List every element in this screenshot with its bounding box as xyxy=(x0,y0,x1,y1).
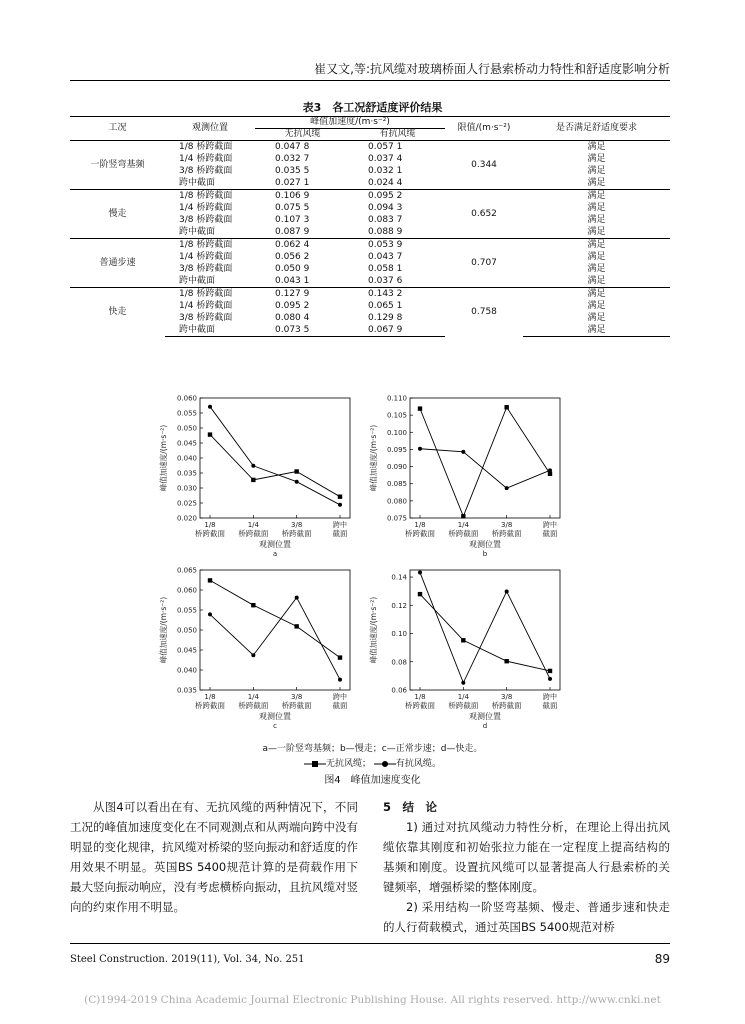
figure-caption: 图4 峰值加速度变化 xyxy=(324,775,421,786)
header-with: 有抗风缆 xyxy=(350,129,445,141)
cell-with: 0.037 6 xyxy=(368,276,403,286)
cell-meets: 满足 xyxy=(587,154,606,164)
y-tick-label: 0.030 xyxy=(176,484,197,493)
x-tick-label: 桥跨截面 xyxy=(491,701,522,710)
panel-label: b xyxy=(482,550,488,558)
figure-panel-note: a—一阶竖弯基频；b—慢走；c—正常步速；d—快走。 xyxy=(262,744,483,754)
cell-location: 1/4 桥跨截面 xyxy=(179,301,233,311)
y-tick-label: 0.050 xyxy=(176,626,197,635)
chart-panel-c xyxy=(150,560,370,738)
cell-without: 0.043 1 xyxy=(275,276,310,286)
cell-meets: 满足 xyxy=(587,203,606,213)
y-tick-label: 0.06 xyxy=(391,686,407,695)
y-axis-label: 峰值加速度/(m·s⁻²) xyxy=(159,596,168,664)
panel-label: c xyxy=(273,722,277,730)
data-point-square xyxy=(338,495,342,499)
y-tick-label: 0.12 xyxy=(391,601,407,610)
cell-location: 1/4 桥跨截面 xyxy=(179,252,233,262)
y-tick-label: 0.060 xyxy=(176,394,197,403)
header-peak-group: 峰值加速度/(m·s⁻²) xyxy=(255,117,445,129)
header-without: 无抗风缆 xyxy=(255,129,350,141)
header-rule xyxy=(70,80,670,81)
y-tick-label: 0.080 xyxy=(386,497,407,506)
cell-location: 跨中截面 xyxy=(179,227,216,237)
x-tick-label: 3/8 xyxy=(291,693,303,701)
header-condition: 工况 xyxy=(108,123,127,133)
chart-panel-a xyxy=(150,388,370,566)
y-tick-label: 0.035 xyxy=(176,686,197,695)
cell-condition: 一阶竖弯基频 xyxy=(70,141,165,190)
figure-legend: 无抗风缆； 有抗风缆。 xyxy=(0,756,745,769)
data-point-square xyxy=(294,624,298,628)
data-point-square xyxy=(504,659,508,663)
cell-meets: 满足 xyxy=(587,215,606,225)
cell-with: 0.088 9 xyxy=(368,227,403,237)
legend-without: 无抗风缆 xyxy=(326,759,363,769)
x-tick-label: 截面 xyxy=(542,701,558,710)
plot-frame xyxy=(200,398,350,518)
conclusion-item-1: 1) 通过对抗风缆动力特性分析，在理论上得出抗风缆依靠其刚度和初始张拉力能在一定程度上提高结构的基频和刚度。设置抗风缆可以显著提高人行悬索桥的关键频率，增强桥梁的整体刚度。 xyxy=(383,820,670,894)
x-tick-label: 1/4 xyxy=(457,693,469,701)
plot-frame xyxy=(410,398,560,518)
data-point-square xyxy=(548,669,552,673)
header-limit: 限值/(m·s⁻²) xyxy=(457,123,511,133)
plot-frame xyxy=(410,570,560,690)
x-tick-label: 桥跨截面 xyxy=(195,701,225,710)
table-body xyxy=(70,141,670,337)
cell-location: 3/8 桥跨截面 xyxy=(179,313,233,323)
running-header: 崔又文,等:抗风缆对玻璃桥面人行悬索桥动力特性和舒适度影响分析 xyxy=(314,62,670,76)
left-paragraph: 从图4可以看出在有、无抗风缆的两种情况下，不同工况的峰值加速度变化在不同观测点和从两端向跨中没有明显的变化规律，抗风缆对桥梁的竖向振动和舒适度的作用效果不明显。英国BS 5400规范计算的是荷载作用下最大竖向振动响应，没有考虑横桥向振动，且抗风缆对竖向的约束作用不明显。 xyxy=(70,800,358,914)
cell-limit: 0.652 xyxy=(445,190,523,239)
x-tick-label: 截面 xyxy=(542,529,558,538)
series-line-with xyxy=(420,449,550,488)
data-point-square xyxy=(418,592,422,596)
cell-without: 0.056 2 xyxy=(275,252,310,262)
conclusion-item-2: 2) 采用结构一阶竖弯基频、慢走、普通步速和快走的人行荷载模式，通过英国BS 5400规范对桥 xyxy=(383,900,670,934)
x-tick-label: 桥跨截面 xyxy=(281,701,312,710)
x-tick-label: 桥跨截面 xyxy=(195,529,225,538)
cell-meets: 满足 xyxy=(523,190,670,203)
y-tick-label: 0.025 xyxy=(176,499,197,508)
x-tick-label: 桥跨截面 xyxy=(448,701,479,710)
x-tick-label: 1/8 xyxy=(204,521,216,529)
cell-meets: 满足 xyxy=(587,301,606,311)
y-tick-label: 0.10 xyxy=(391,630,407,639)
x-tick-label: 桥跨截面 xyxy=(448,529,479,538)
x-tick-label: 1/8 xyxy=(414,521,426,529)
x-axis-label: 观测位置 xyxy=(259,712,291,721)
y-tick-label: 0.035 xyxy=(176,469,197,478)
table-row xyxy=(70,190,670,203)
cell-limit: 0.707 xyxy=(445,239,523,288)
cell-location: 1/8 桥跨截面 xyxy=(165,239,255,252)
data-point-square xyxy=(251,603,255,607)
cell-without: 0.107 3 xyxy=(275,215,310,225)
x-tick-label: 桥跨截面 xyxy=(281,529,312,538)
section-title: 5 结 论 xyxy=(383,800,438,814)
x-tick-label: 桥跨截面 xyxy=(405,701,435,710)
cell-with: 0.024 4 xyxy=(368,178,403,188)
chart-panel-d xyxy=(360,560,580,738)
y-tick-label: 0.045 xyxy=(176,439,197,448)
cell-without: 0.062 4 xyxy=(255,239,350,252)
y-tick-label: 0.085 xyxy=(386,480,407,489)
cell-location: 跨中截面 xyxy=(179,276,216,286)
copyright-watermark: (C)1994-2019 China Academic Journal Electronic Publishing House. All rights reserved. http://www.cnki.net xyxy=(84,994,661,1006)
legend-with: 有抗风缆 xyxy=(395,759,432,769)
data-point-square xyxy=(208,432,212,436)
cell-without: 0.073 5 xyxy=(255,324,350,337)
y-tick-label: 0.090 xyxy=(386,463,407,472)
cell-meets: 满足 xyxy=(587,227,606,237)
y-tick-label: 0.075 xyxy=(386,514,407,523)
data-point-square xyxy=(461,638,465,642)
cell-location: 跨中截面 xyxy=(165,324,255,337)
y-tick-label: 0.055 xyxy=(176,606,197,615)
x-tick-label: 桥跨截面 xyxy=(238,529,269,538)
panel-label: d xyxy=(482,722,488,730)
x-tick-label: 1/8 xyxy=(414,693,426,701)
table-row xyxy=(70,288,670,301)
cell-without: 0.095 2 xyxy=(275,301,310,311)
cell-without: 0.087 9 xyxy=(275,227,310,237)
data-point-dot xyxy=(338,678,342,682)
x-axis-label: 观测位置 xyxy=(469,712,501,721)
page-number: 89 xyxy=(654,952,670,966)
y-axis-label: 峰值加速度/(m·s⁻²) xyxy=(159,424,168,492)
y-tick-label: 0.020 xyxy=(176,514,197,523)
y-tick-label: 0.040 xyxy=(176,666,197,675)
cell-meets: 满足 xyxy=(587,313,606,323)
y-tick-label: 0.040 xyxy=(176,454,197,463)
cell-with: 0.065 1 xyxy=(368,301,403,311)
panel-label: a xyxy=(272,550,278,558)
data-point-square xyxy=(461,514,465,518)
cell-with: 0.043 7 xyxy=(368,252,403,262)
cell-with: 0.094 3 xyxy=(368,203,403,213)
cell-without: 0.047 8 xyxy=(255,141,350,154)
y-axis-label: 峰值加速度/(m·s⁻²) xyxy=(369,596,378,664)
y-tick-label: 0.045 xyxy=(176,646,197,655)
y-tick-label: 0.050 xyxy=(176,424,197,433)
y-axis-label: 峰值加速度/(m·s⁻²) xyxy=(369,424,378,492)
data-point-dot xyxy=(418,447,422,451)
comfort-table xyxy=(70,116,670,337)
x-tick-label: 3/8 xyxy=(501,521,513,529)
cell-location: 3/8 桥跨截面 xyxy=(179,215,233,225)
cell-without: 0.032 7 xyxy=(275,154,310,164)
data-point-dot xyxy=(251,464,255,468)
cell-with: 0.143 2 xyxy=(350,288,445,301)
y-tick-label: 0.065 xyxy=(176,566,197,575)
x-tick-label: 桥跨截面 xyxy=(491,529,522,538)
data-point-dot xyxy=(418,571,422,575)
cell-location: 3/8 桥跨截面 xyxy=(179,166,233,176)
series-line-without xyxy=(420,594,550,671)
cell-limit: 0.344 xyxy=(445,141,523,190)
footer-journal: Steel Construction. 2019(11), Vol. 34, No. 251 xyxy=(70,954,305,965)
x-axis-label: 观测位置 xyxy=(259,540,291,549)
data-point-square xyxy=(208,578,212,582)
cell-meets: 满足 xyxy=(587,178,606,188)
cell-with: 0.095 2 xyxy=(350,190,445,203)
series-line-without xyxy=(210,435,340,497)
cell-without: 0.035 5 xyxy=(275,166,310,176)
cell-with: 0.083 7 xyxy=(368,215,403,225)
chart-panel-b xyxy=(360,388,580,566)
x-tick-label: 1/8 xyxy=(204,693,216,701)
x-tick-label: 3/8 xyxy=(291,521,303,529)
cell-without: 0.127 9 xyxy=(255,288,350,301)
x-tick-label: 跨中 xyxy=(333,521,347,529)
cell-condition: 快走 xyxy=(70,288,165,337)
cell-location: 1/8 桥跨截面 xyxy=(165,141,255,154)
y-tick-label: 0.14 xyxy=(391,573,407,582)
data-point-dot xyxy=(548,468,552,472)
data-point-dot xyxy=(461,681,465,685)
cell-with: 0.058 1 xyxy=(368,264,403,274)
x-tick-label: 1/4 xyxy=(457,521,469,529)
y-tick-label: 0.110 xyxy=(386,394,407,403)
cell-location: 1/4 桥跨截面 xyxy=(179,203,233,213)
y-tick-label: 0.105 xyxy=(386,411,407,420)
x-tick-label: 跨中 xyxy=(333,693,347,701)
cell-without: 0.050 9 xyxy=(275,264,310,274)
cell-limit: 0.758 xyxy=(445,288,523,337)
cell-location: 1/4 桥跨截面 xyxy=(179,154,233,164)
data-point-dot xyxy=(505,486,509,490)
data-point-dot xyxy=(295,596,299,600)
cell-with: 0.057 1 xyxy=(350,141,445,154)
data-point-square xyxy=(504,405,508,409)
y-tick-label: 0.100 xyxy=(386,428,407,437)
cell-meets: 满足 xyxy=(587,252,606,262)
data-point-dot xyxy=(208,405,212,409)
header-location: 观测位置 xyxy=(191,123,228,133)
y-tick-label: 0.055 xyxy=(176,409,197,418)
cell-with: 0.129 8 xyxy=(368,313,403,323)
y-tick-label: 0.060 xyxy=(176,586,197,595)
series-line-without xyxy=(210,580,340,657)
cell-condition: 普通步速 xyxy=(70,239,165,288)
data-point-square xyxy=(338,655,342,659)
cell-with: 0.037 4 xyxy=(368,154,403,164)
header-meets: 是否满足舒适度要求 xyxy=(556,123,638,133)
data-point-dot xyxy=(338,503,342,507)
series-line-with xyxy=(210,598,340,680)
x-tick-label: 截面 xyxy=(332,701,348,710)
x-axis-label: 观测位置 xyxy=(469,540,501,549)
footer-rule xyxy=(70,943,670,944)
cell-meets: 满足 xyxy=(523,288,670,301)
data-point-square xyxy=(294,469,298,473)
cell-location: 3/8 桥跨截面 xyxy=(179,264,233,274)
cell-without: 0.075 5 xyxy=(275,203,310,213)
table-row xyxy=(70,141,670,154)
cell-without: 0.106 9 xyxy=(255,190,350,203)
data-point-dot xyxy=(461,450,465,454)
cell-meets: 满足 xyxy=(523,324,670,337)
cell-with: 0.032 1 xyxy=(368,166,403,176)
y-tick-label: 0.08 xyxy=(391,658,407,667)
data-point-square xyxy=(418,406,422,410)
y-tick-label: 0.095 xyxy=(386,445,407,454)
data-point-dot xyxy=(505,589,509,593)
cell-meets: 满足 xyxy=(587,276,606,286)
cell-meets: 满足 xyxy=(587,264,606,274)
x-tick-label: 跨中 xyxy=(543,521,557,529)
cell-without: 0.080 4 xyxy=(275,313,310,323)
cell-condition: 慢走 xyxy=(70,190,165,239)
data-point-dot xyxy=(251,653,255,657)
series-line-without xyxy=(420,407,550,516)
series-line-with xyxy=(210,407,340,505)
x-tick-label: 3/8 xyxy=(501,693,513,701)
x-tick-label: 跨中 xyxy=(543,693,557,701)
cell-meets: 满足 xyxy=(523,239,670,252)
x-tick-label: 桥跨截面 xyxy=(238,701,269,710)
cell-without: 0.027 1 xyxy=(275,178,310,188)
data-point-dot xyxy=(548,677,552,681)
cell-meets: 满足 xyxy=(587,166,606,176)
legend-square-marker xyxy=(304,760,326,768)
cell-location: 1/8 桥跨截面 xyxy=(165,190,255,203)
cell-meets: 满足 xyxy=(523,141,670,154)
legend-dot-marker xyxy=(374,760,396,768)
x-tick-label: 1/4 xyxy=(247,521,259,529)
cell-location: 跨中截面 xyxy=(179,178,216,188)
x-tick-label: 桥跨截面 xyxy=(405,529,435,538)
x-tick-label: 截面 xyxy=(332,529,348,538)
table-row xyxy=(70,239,670,252)
table-caption: 表3 各工况舒适度评价结果 xyxy=(302,101,443,114)
cell-with: 0.053 9 xyxy=(350,239,445,252)
data-point-dot xyxy=(208,612,212,616)
cell-location: 1/8 桥跨截面 xyxy=(165,288,255,301)
data-point-square xyxy=(251,478,255,482)
cell-with: 0.067 9 xyxy=(350,324,445,337)
x-tick-label: 1/4 xyxy=(247,693,259,701)
data-point-dot xyxy=(295,480,299,484)
